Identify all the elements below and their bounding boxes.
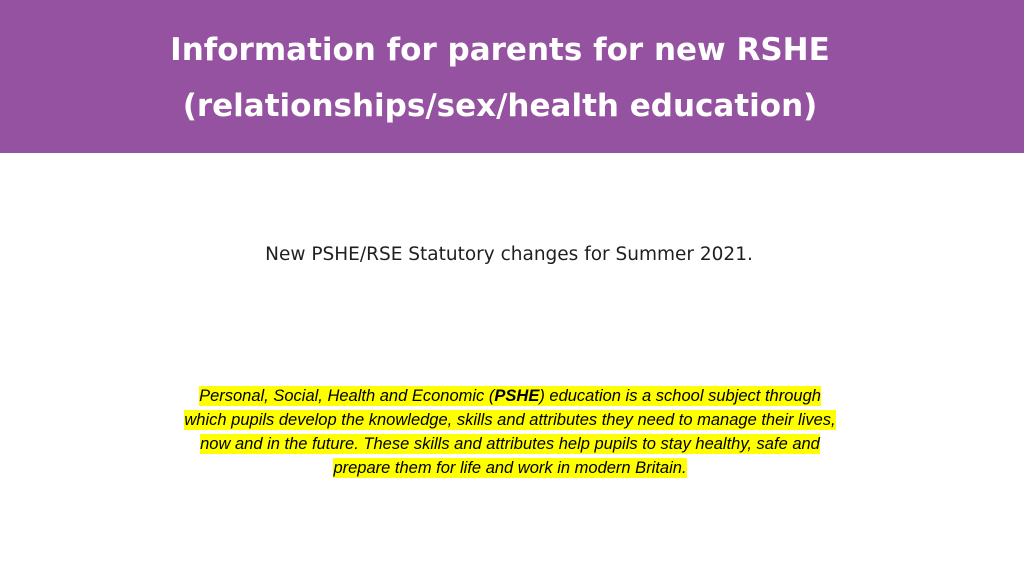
paragraph-line-1-start: Personal, Social, Health and Economic ( [199, 387, 495, 405]
highlighted-text [184, 386, 835, 478]
slide-subtitle: New PSHE/RSE Statutory changes for Summer 2021. [265, 244, 753, 265]
pshe-definition-paragraph [120, 384, 900, 480]
slide-title-line-1: Information for parents for new RSHE [170, 32, 830, 68]
paragraph-line-2: which pupils develop the knowledge, skills and attributes they need to manage their lives, [184, 411, 836, 429]
slide-title-line-2: (relationships/sex/health education) [182, 88, 818, 124]
paragraph-line-1-end: ) education is a school subject through [539, 387, 821, 405]
paragraph-line-4: prepare them for life and work in modern Britain. [333, 459, 687, 477]
title-bar [0, 0, 1024, 153]
pshe-term: PSHE [494, 387, 540, 405]
paragraph-line-3: now and in the future. These skills and attributes help pupils to stay healthy, safe and [200, 435, 820, 453]
slide-title [0, 22, 1000, 134]
